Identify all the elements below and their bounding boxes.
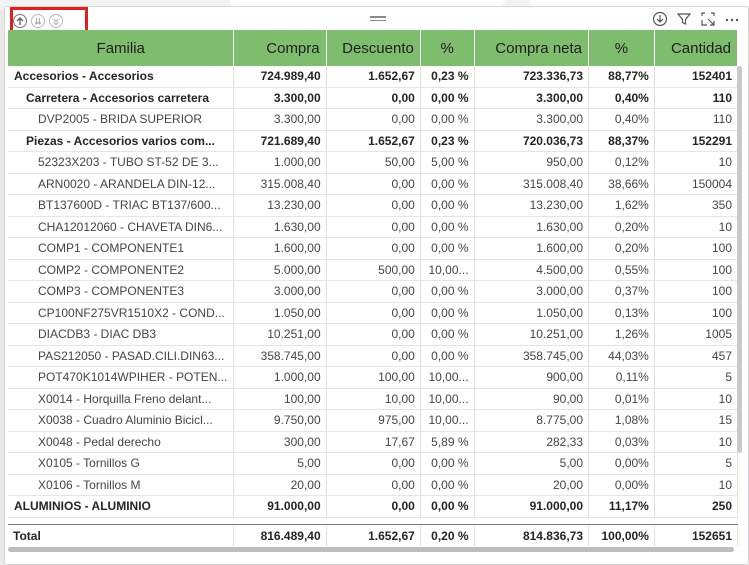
cell-pct: 0,23 %: [420, 66, 474, 87]
cell-name: COMP2 - COMPONENTE2: [8, 259, 234, 281]
cell-cantidad: 250: [654, 496, 737, 518]
cell-compra: 315.008,40: [234, 173, 326, 195]
cell-descuento: 0,00: [326, 195, 420, 217]
cell-pct2: 0,00%: [589, 474, 655, 496]
cell-neta: 4.500,00: [474, 259, 588, 281]
cell-pct2: 0,55%: [589, 259, 655, 281]
cell-pct: 10,00...: [420, 410, 474, 432]
cell-name: DVP2005 - BRIDA SUPERIOR: [8, 109, 234, 131]
total-row: [8, 524, 738, 547]
cell-cantidad: 100: [654, 302, 737, 324]
cell-neta: 358.745,00: [474, 345, 588, 367]
cell-neta: 1.630,00: [474, 216, 588, 238]
table-row[interactable]: [8, 410, 738, 432]
cell-pct: 0,00 %: [420, 216, 474, 238]
cell-compra: 10.251,00: [234, 324, 326, 346]
cell-pct: 10,00...: [420, 388, 474, 410]
cell-compra: 1.050,00: [234, 302, 326, 324]
cell-compra: 300,00: [234, 431, 326, 453]
cell-neta: 950,00: [474, 152, 588, 174]
table-row[interactable]: [8, 173, 738, 195]
cell-pct: 0,00 %: [420, 173, 474, 195]
cell-name: Accesorios - Accesorios: [8, 66, 234, 87]
cell-descuento: 0,00: [326, 238, 420, 260]
cell-descuento: 0,00: [326, 216, 420, 238]
cell-compra: 5.000,00: [234, 259, 326, 281]
cell-cantidad: 15: [654, 410, 737, 432]
filter-icon[interactable]: [676, 11, 692, 27]
cell-cantidad: 150004: [654, 173, 737, 195]
cell-compra: 1.600,00: [234, 238, 326, 260]
cell-pct: 0,00 %: [420, 496, 474, 518]
cell-name: X0106 - Tornillos M: [8, 474, 234, 496]
col-header-familia[interactable]: Familia: [8, 30, 234, 66]
cell-pct2: 0,37%: [589, 281, 655, 303]
header-row: [8, 30, 738, 66]
cell-cantidad: 110: [654, 87, 737, 109]
cell-cantidad: 100: [654, 281, 737, 303]
col-header-descuento[interactable]: Descuento: [326, 30, 420, 66]
cell-pct2: 1,08%: [589, 410, 655, 432]
cell-name: POT470K1014WPIHER - POTEN...: [8, 367, 234, 389]
table-row[interactable]: [8, 302, 738, 324]
cell-descuento: 975,00: [326, 410, 420, 432]
cell-descuento: 0,00: [326, 474, 420, 496]
cell-pct: 0,00 %: [420, 345, 474, 367]
cell-cantidad: 1005: [654, 324, 737, 346]
cell-pct: 0,00 %: [420, 453, 474, 475]
cell-pct: 0,00 %: [420, 238, 474, 260]
cell-compra: 13.230,00: [234, 195, 326, 217]
cell-cantidad: 457: [654, 345, 737, 367]
total-pct: 0,20 %: [420, 525, 474, 546]
cell-cantidad: 152401: [654, 66, 737, 87]
cell-neta: 720.036,73: [474, 130, 588, 152]
cell-cantidad: 10: [654, 216, 737, 238]
total-label: Total: [8, 525, 234, 546]
cell-neta: 5,00: [474, 453, 588, 475]
more-options-icon[interactable]: [724, 11, 740, 27]
cell-descuento: 0,00: [326, 302, 420, 324]
cell-pct: 0,00 %: [420, 474, 474, 496]
cell-neta: 3.000,00: [474, 281, 588, 303]
cell-name: COMP1 - COMPONENTE1: [8, 238, 234, 260]
cell-descuento: 0,00: [326, 281, 420, 303]
cell-pct: 0,00 %: [420, 109, 474, 131]
cell-pct2: 88,77%: [589, 66, 655, 87]
cell-pct2: 38,66%: [589, 173, 655, 195]
cell-name: BT137600D - TRIAC BT137/600...: [8, 195, 234, 217]
cell-pct: 5,89 %: [420, 431, 474, 453]
drag-grip-icon[interactable]: [370, 16, 386, 24]
cell-pct2: 0,12%: [589, 152, 655, 174]
cell-descuento: 0,00: [326, 173, 420, 195]
cell-pct: 5,00 %: [420, 152, 474, 174]
visual-toolbar: [652, 11, 740, 27]
cell-compra: 358.745,00: [234, 345, 326, 367]
cell-pct2: 0,03%: [589, 431, 655, 453]
cell-neta: 1.050,00: [474, 302, 588, 324]
cell-neta: 1.600,00: [474, 238, 588, 260]
cell-cantidad: 10: [654, 431, 737, 453]
cell-compra: 3.300,00: [234, 87, 326, 109]
cell-descuento: 50,00: [326, 152, 420, 174]
cell-neta: 10.251,00: [474, 324, 588, 346]
cell-cantidad: 110: [654, 109, 737, 131]
total-pct2: 100,00%: [589, 525, 655, 546]
cell-descuento: 0,00: [326, 453, 420, 475]
cell-pct2: 0,40%: [589, 87, 655, 109]
cell-descuento: 10,00: [326, 388, 420, 410]
cell-neta: 3.300,00: [474, 109, 588, 131]
cell-compra: 3.300,00: [234, 109, 326, 131]
cell-compra: 20,00: [234, 474, 326, 496]
cell-compra: 91.000,00: [234, 496, 326, 518]
cell-pct2: 1,26%: [589, 324, 655, 346]
cell-pct2: 44,03%: [589, 345, 655, 367]
cell-compra: 5,00: [234, 453, 326, 475]
cell-pct: 0,00 %: [420, 195, 474, 217]
group-row[interactable]: [8, 130, 738, 152]
table-row[interactable]: [8, 453, 738, 475]
horizontal-scrollbar[interactable]: [8, 547, 734, 552]
focus-mode-icon[interactable]: [700, 11, 716, 27]
cell-neta: 90,00: [474, 388, 588, 410]
cell-neta: 13.230,00: [474, 195, 588, 217]
col-header-compra[interactable]: Compra: [234, 30, 326, 66]
col-header-pct[interactable]: %: [420, 30, 474, 66]
group-row[interactable]: [8, 496, 738, 518]
cell-cantidad: 10: [654, 152, 737, 174]
cell-cantidad: 5: [654, 453, 737, 475]
cell-name: Piezas - Accesorios varios com...: [8, 130, 234, 152]
cell-name: X0048 - Pedal derecho: [8, 431, 234, 453]
cell-compra: 9.750,00: [234, 410, 326, 432]
cell-compra: 1.000,00: [234, 152, 326, 174]
cell-descuento: 100,00: [326, 367, 420, 389]
cell-pct: 0,00 %: [420, 302, 474, 324]
cell-name: Carretera - Accesorios carretera: [8, 87, 234, 109]
cell-pct2: 0,01%: [589, 388, 655, 410]
table-row[interactable]: [8, 259, 738, 281]
cell-name: ALUMINIOS - ALUMINIO: [8, 496, 234, 518]
cell-name: CHA12012060 - CHAVETA DIN6...: [8, 216, 234, 238]
cell-compra: 724.989,40: [234, 66, 326, 87]
cell-descuento: 500,00: [326, 259, 420, 281]
cell-descuento: 0,00: [326, 345, 420, 367]
cell-cantidad: 100: [654, 238, 737, 260]
cell-neta: 900,00: [474, 367, 588, 389]
table-row[interactable]: [8, 431, 738, 453]
drill-controls: [10, 10, 79, 32]
cell-pct2: 0,20%: [589, 216, 655, 238]
cell-pct: 0,00 %: [420, 281, 474, 303]
cell-cantidad: 350: [654, 195, 737, 217]
table-row[interactable]: [8, 324, 738, 346]
cell-descuento: 0,00: [326, 324, 420, 346]
cell-neta: 3.300,00: [474, 87, 588, 109]
cell-descuento: 0,00: [326, 109, 420, 131]
matrix-body: [8, 66, 738, 517]
cell-pct: 0,23 %: [420, 130, 474, 152]
cell-cantidad: 152291: [654, 130, 737, 152]
cell-pct2: 88,37%: [589, 130, 655, 152]
cell-descuento: 17,67: [326, 431, 420, 453]
cell-pct2: 0,40%: [589, 109, 655, 131]
table-row[interactable]: [8, 109, 738, 131]
matrix-grid: [8, 30, 738, 544]
cell-neta: 91.000,00: [474, 496, 588, 518]
arrow-down-circle-icon[interactable]: [652, 11, 668, 27]
cell-pct: 10,00...: [420, 259, 474, 281]
group-row[interactable]: [8, 66, 738, 87]
cell-name: 52323X203 - TUBO ST-52 DE 3...: [8, 152, 234, 174]
table-row[interactable]: [8, 281, 738, 303]
cell-descuento: 0,00: [326, 87, 420, 109]
total-compra-neta: 814.836,73: [474, 525, 588, 546]
cell-pct2: 0,11%: [589, 367, 655, 389]
cell-neta: 8.775,00: [474, 410, 588, 432]
total-compra: 816.489,40: [234, 525, 326, 546]
cell-pct2: 0,20%: [589, 238, 655, 260]
table-row[interactable]: [8, 474, 738, 496]
cell-neta: 282,33: [474, 431, 588, 453]
table-row[interactable]: [8, 367, 738, 389]
cell-compra: 3.000,00: [234, 281, 326, 303]
cell-pct: 10,00...: [420, 367, 474, 389]
group-row[interactable]: [8, 87, 738, 109]
cell-neta: 723.336,73: [474, 66, 588, 87]
matrix-table: [8, 30, 738, 518]
vertical-scrollbar[interactable]: [737, 66, 742, 453]
cell-cantidad: 10: [654, 474, 737, 496]
cell-neta: 315.008,40: [474, 173, 588, 195]
table-row[interactable]: [8, 195, 738, 217]
cell-name: X0105 - Tornillos G: [8, 453, 234, 475]
table-row[interactable]: [8, 216, 738, 238]
cell-compra: 1.630,00: [234, 216, 326, 238]
cell-pct2: 1,62%: [589, 195, 655, 217]
total-descuento: 1.652,67: [326, 525, 420, 546]
cell-compra: 100,00: [234, 388, 326, 410]
cell-name: DIACDB3 - DIAC DB3: [8, 324, 234, 346]
cell-name: COMP3 - COMPONENTE3: [8, 281, 234, 303]
cell-pct2: 11,17%: [589, 496, 655, 518]
cell-name: CP100NF275VR1510X2 - COND...: [8, 302, 234, 324]
table-row[interactable]: [8, 388, 738, 410]
cell-pct: 0,00 %: [420, 324, 474, 346]
cell-neta: 20,00: [474, 474, 588, 496]
cell-pct2: 0,00%: [589, 453, 655, 475]
cell-name: PAS212050 - PASAD.CILI.DIN63...: [8, 345, 234, 367]
table-row[interactable]: [8, 345, 738, 367]
cell-pct: 0,00 %: [420, 87, 474, 109]
cell-compra: 1.000,00: [234, 367, 326, 389]
cell-name: X0014 - Horquilla Freno delant...: [8, 388, 234, 410]
cell-cantidad: 10: [654, 388, 737, 410]
cell-descuento: 1.652,67: [326, 66, 420, 87]
cell-descuento: 1.652,67: [326, 130, 420, 152]
col-header-pct2[interactable]: %: [589, 30, 655, 66]
col-header-cantidad[interactable]: Cantidad: [654, 30, 737, 66]
table-row[interactable]: [8, 152, 738, 174]
cell-compra: 721.689,40: [234, 130, 326, 152]
cell-cantidad: 100: [654, 259, 737, 281]
cell-name: X0038 - Cuadro Aluminio Bicicl...: [8, 410, 234, 432]
cell-cantidad: 5: [654, 367, 737, 389]
col-header-compra-neta[interactable]: Compra neta: [474, 30, 588, 66]
total-cantidad: 152651: [654, 525, 737, 546]
cell-name: ARN0020 - ARANDELA DIN-12...: [8, 173, 234, 195]
cell-descuento: 0,00: [326, 496, 420, 518]
cell-pct2: 0,13%: [589, 302, 655, 324]
table-row[interactable]: [8, 238, 738, 260]
